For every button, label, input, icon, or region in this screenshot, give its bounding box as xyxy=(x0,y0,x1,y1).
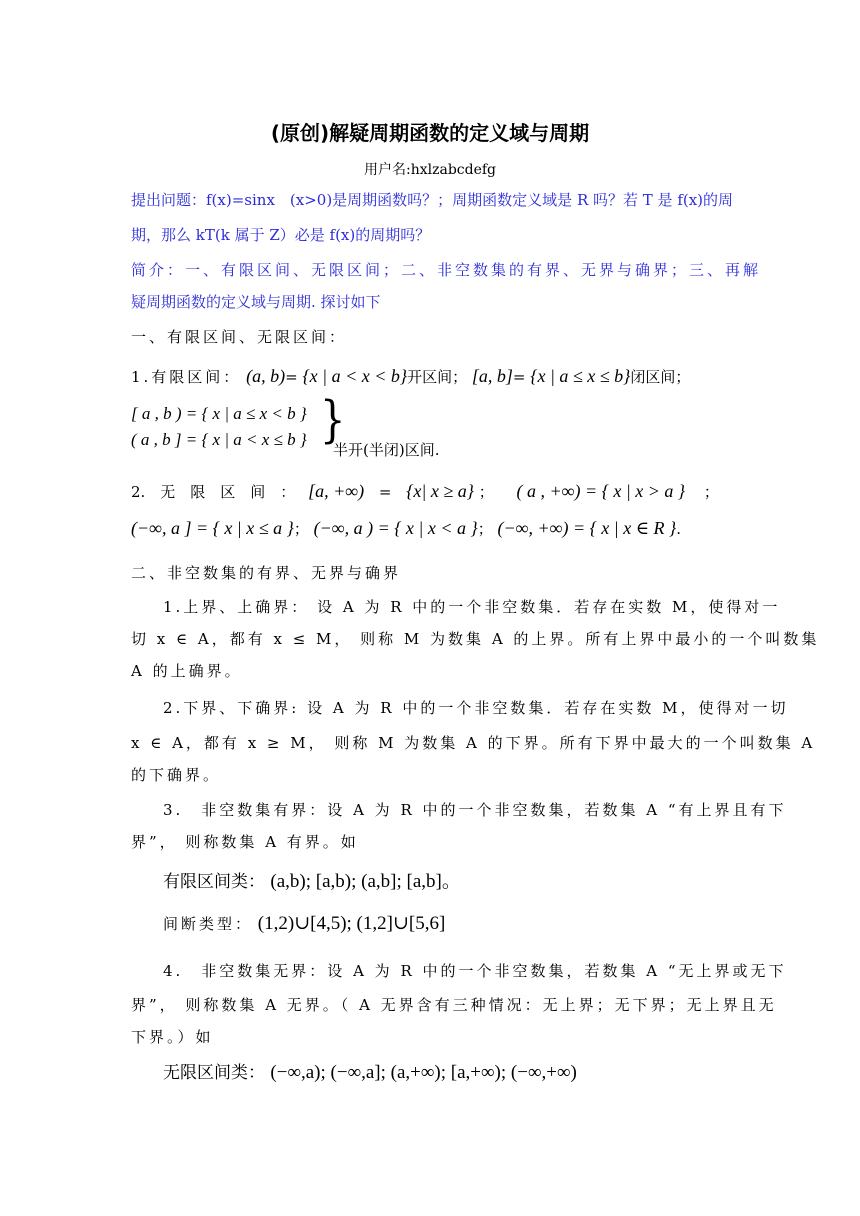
finite-examples-label: 有限区间类： xyxy=(163,872,265,892)
unbounded-line-2: 界”， 则称数集 A 无界。（ A 无界含有三种情况：无上界；无下界；无上界且无 xyxy=(131,996,777,1014)
infinite-interval-2: ( a , +∞) = { x | x > a } xyxy=(516,481,686,501)
infinite-examples-label: 无限区间类： xyxy=(163,1063,265,1083)
finite-interval-line xyxy=(131,366,690,387)
infinite-examples: (−∞,a); (−∞,a]; (a,+∞); [a,+∞); (−∞,+∞) xyxy=(270,1062,577,1083)
question-line-2: 期，那么 kT(k 属于 Z）必是 f(x)的周期吗？ xyxy=(131,226,431,244)
upper-bound-line-1: 1.上界、上确界： 设 A 为 R 中的一个非空数集．若存在实数 M，使得对一 xyxy=(163,598,781,616)
author-line: 用户名:hxlzabcdefg xyxy=(363,162,497,178)
finite-interval-examples xyxy=(163,870,461,894)
unbounded-line-1: 4. 非空数集无界：设 A 为 R 中的一个非空数集，若数集 A “无上界或无下 xyxy=(163,962,787,980)
page-title: (原创)解疑周期函数的定义域与周期 xyxy=(270,121,590,145)
bounded-line-2: 界”， 则称数集 A 有界。如 xyxy=(131,833,359,851)
question-line-1: 提出问题：f(x)=sinx (x>0)是周期函数吗？；周期函数定义域是 R 吗？若 T 是 f(x)的周 xyxy=(131,191,734,209)
intro-line-2: 疑周期函数的定义域与周期. 探讨如下 xyxy=(131,293,381,311)
separator: ； xyxy=(477,520,493,538)
bounded-line-1: 3. 非空数集有界：设 A 为 R 中的一个非空数集，若数集 A “有上界且有下 xyxy=(163,801,787,819)
separator: ； xyxy=(293,520,309,538)
unbounded-line-3: 下界。）如 xyxy=(131,1028,214,1046)
half-open-interval-2: ( a , b ] = { x | a < x ≤ b } xyxy=(131,430,307,449)
intro-line-1: 简介：一、有限区间、无限区间；二、非空数集的有界、无界与确界；三、再解 xyxy=(131,261,762,279)
upper-bound-line-2: 切 x ∈ A，都有 x ≤ M， 则称 M 为数集 A 的上界。所有上界中最小的一个叫数集 xyxy=(131,630,820,648)
closed-interval-text: 闭区间； xyxy=(630,368,691,386)
open-interval: (a, b) xyxy=(246,366,286,386)
infinite-set-1: {x| x ≥ a} xyxy=(406,481,474,501)
eq-sign: = xyxy=(512,368,526,386)
eq-sign: = xyxy=(285,368,298,386)
right-brace: } xyxy=(320,391,346,449)
finite-examples: (a,b); [a,b); (a,b]; [a,b]。 xyxy=(270,871,461,892)
closed-interval: [a, b] xyxy=(471,366,513,386)
infinite-interval-4: (−∞, a ) = { x | x < a } xyxy=(313,518,478,538)
finite-label: 1.有限区间： xyxy=(131,368,242,386)
gap-type-formula: (1,2)∪[4,5); (1,2]∪[5,6] xyxy=(257,913,446,934)
open-interval-set: {x | a < x < b} xyxy=(302,366,408,386)
infinite-interval-3: (−∞, a ] = { x | x ≤ a } xyxy=(131,518,294,538)
closed-interval-set: {x | a ≤ x ≤ b} xyxy=(530,366,631,386)
separator: ； xyxy=(703,483,719,501)
infinite-interval-line xyxy=(131,481,719,502)
period: . xyxy=(676,520,682,538)
lower-bound-line-3: 的下确界。 xyxy=(131,766,222,784)
infinite-interval-1: [a, +∞) xyxy=(308,481,365,501)
infinite-interval-line-2 xyxy=(131,518,681,539)
half-open-text: 半开(半闭)区间. xyxy=(333,441,440,459)
section1-heading: 一、有限区间、无限区间： xyxy=(131,328,348,346)
lower-bound-line-2: x ∈ A，都有 x ≥ M， 则称 M 为数集 A 的下界。所有下界中最大的一个叫数集 A xyxy=(131,734,816,752)
half-open-interval-1: [ a , b ) = { x | a ≤ x < b } xyxy=(131,404,307,423)
upper-bound-line-3: A 的上确界。 xyxy=(131,662,243,680)
open-interval-text: 开区间； xyxy=(407,368,468,386)
infinite-interval-examples xyxy=(163,1061,577,1085)
gap-type-examples xyxy=(163,914,445,934)
separator: ； xyxy=(478,483,494,501)
section2-heading: 二、非空数集的有界、无界与确界 xyxy=(131,564,402,582)
infinite-interval-5: (−∞, +∞) = { x | x ∈ R } xyxy=(497,518,677,538)
infinite-label: 2. 无 限 区 间 ： xyxy=(131,483,296,501)
lower-bound-line-1: 2.下界、下确界: 设 A 为 R 中的一个非空数集．若存在实数 M，使得对一切 xyxy=(163,699,789,717)
eq-sign: = xyxy=(378,483,392,501)
gap-type-label: 间断类型： xyxy=(163,915,254,933)
